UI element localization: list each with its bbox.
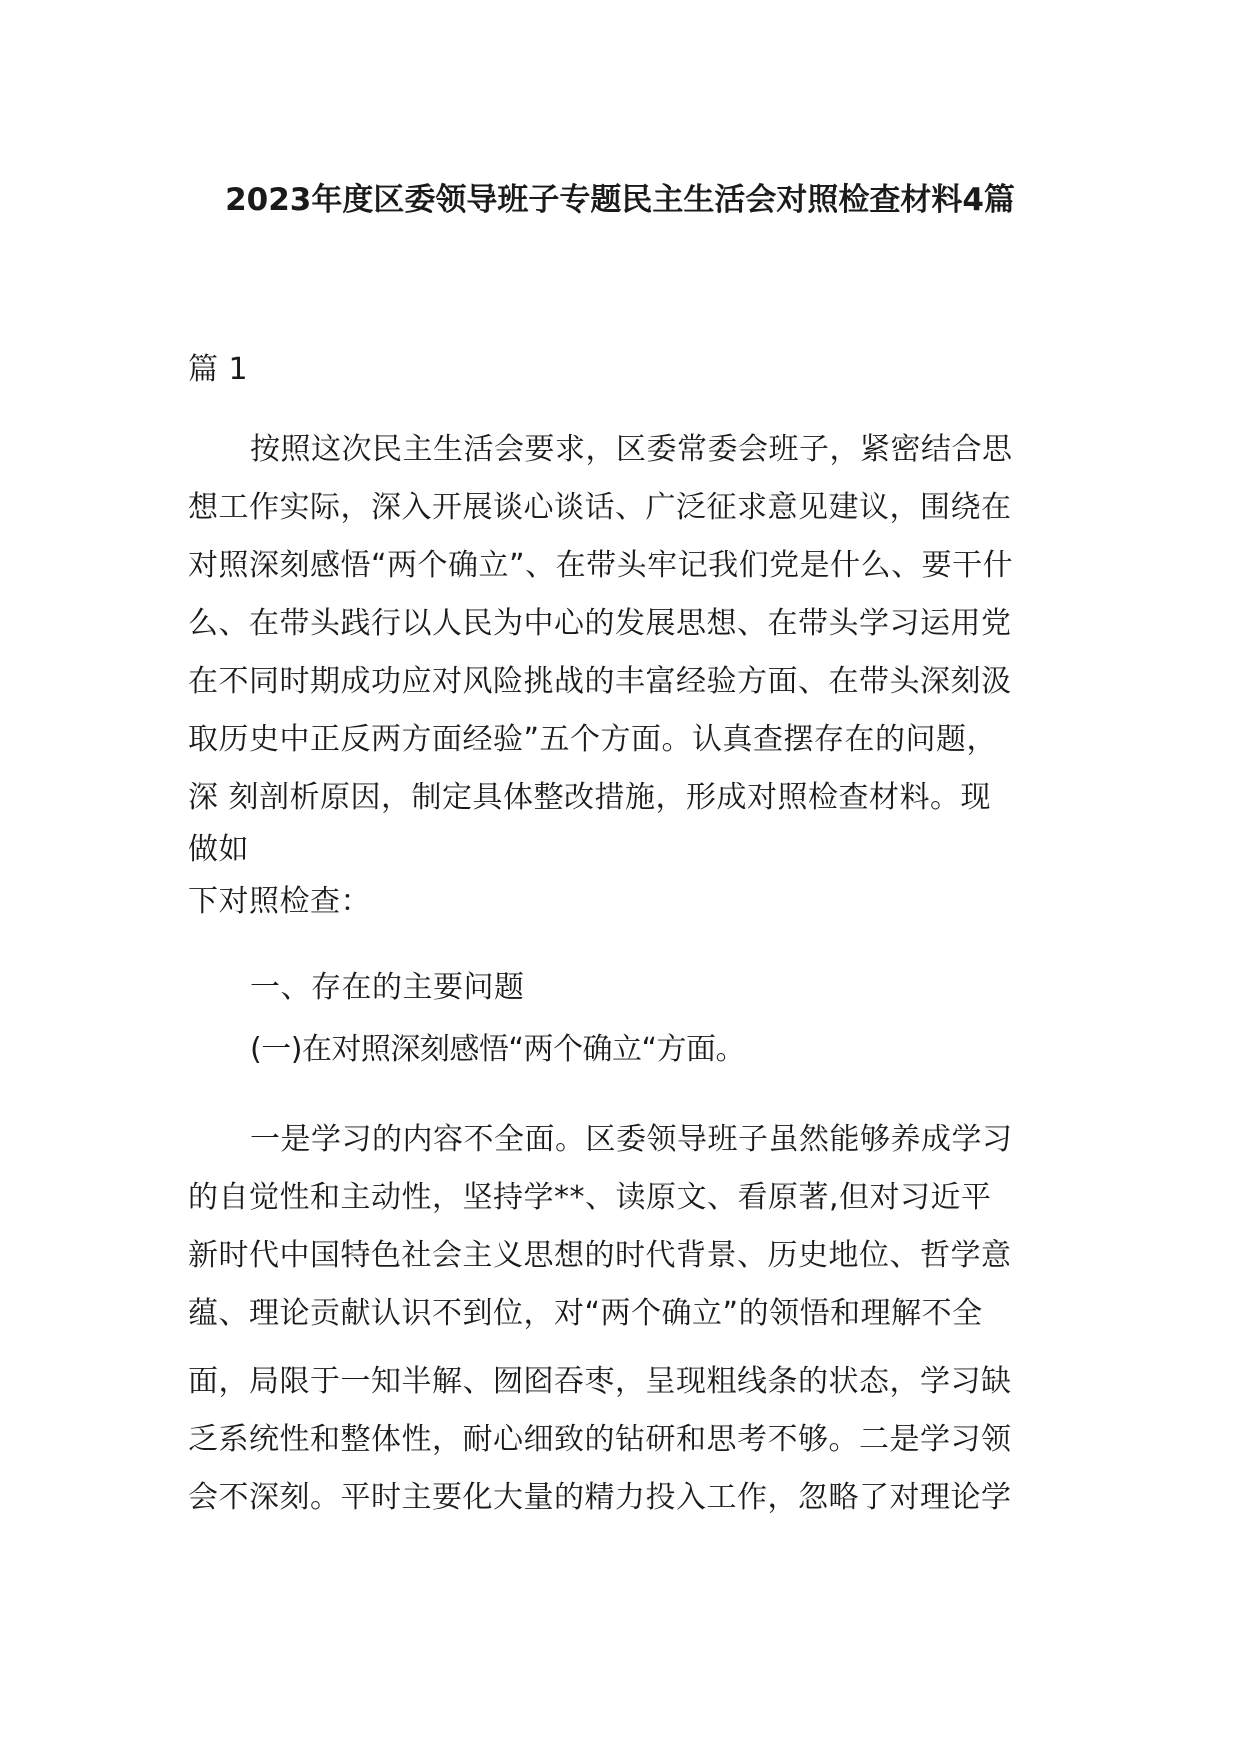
paragraph-line: 按照这次民主生活会要求，区委常委会班子，紧密结合思 <box>250 432 1013 467</box>
paragraph-line: 想工作实际，深入开展谈心谈话、广泛征求意见建议，围绕在 <box>188 490 1012 525</box>
paragraph-line: 深 刻剖析原因，制定具体整改措施，形成对照检查材料。现 <box>188 780 992 815</box>
paragraph-line: 对照深刻感悟“两个确立”、在带头牢记我们党是什么、要干什 <box>188 548 1014 583</box>
paragraph-line: 新时代中国特色社会主义思想的时代背景、历史地位、哲学意 <box>188 1238 1012 1273</box>
paragraph-line: 下对照检查： <box>188 884 371 919</box>
paragraph-line: 做如 <box>188 832 249 867</box>
paragraph-line: 蕴、理论贡献认识不到位，对“两个确立”的领悟和理解不全 <box>188 1296 983 1331</box>
paragraph-line: 在不同时期成功应对风险挑战的丰富经验方面、在带头深刻汲 <box>188 664 1012 699</box>
heading-level-2: (一)在对照深刻感悟“两个确立“方面。 <box>250 1032 745 1067</box>
heading-level-1: 一、存在的主要问题 <box>250 970 525 1005</box>
paragraph-line: 么、在带头践行以人民为中心的发展思想、在带头学习运用党 <box>188 606 1012 641</box>
paragraph-line: 乏系统性和整体性，耐心细致的钻研和思考不够。二是学习领 <box>188 1422 1012 1457</box>
paragraph-line: 面，局限于一知半解、囫囵吞枣，呈现粗线条的状态，学习缺 <box>188 1364 1012 1399</box>
paragraph-line: 会不深刻。平时主要化大量的精力投入工作，忽略了对理论学 <box>188 1480 1012 1515</box>
document-title: 2023年度区委领导班子专题民主生活会对照检查材料4篇 <box>225 182 1015 218</box>
paragraph-line: 一是学习的内容不全面。区委领导班子虽然能够养成学习 <box>250 1122 1013 1157</box>
paragraph-line: 的自觉性和主动性，坚持学**、读原文、看原著,但对习近平 <box>188 1180 992 1215</box>
section-label: 篇 1 <box>188 352 249 387</box>
paragraph-line: 取历史中正反两方面经验”五个方面。认真查摆存在的问题， <box>188 722 998 757</box>
